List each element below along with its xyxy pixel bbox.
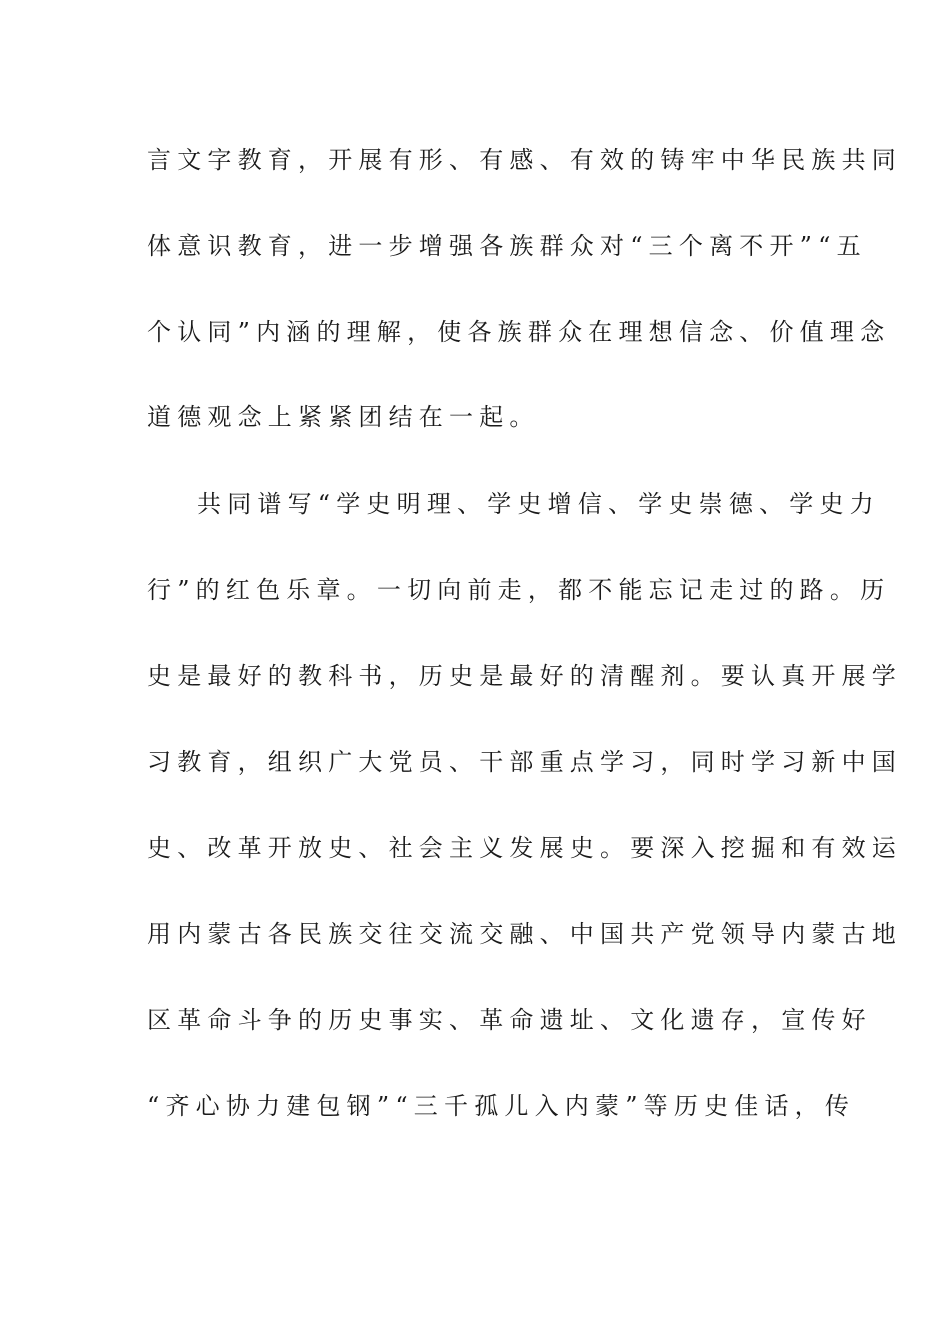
text-line: 习教育，组织广大党员、干部重点学习，同时学习新中国 <box>147 748 902 776</box>
text-line: 个认同”内涵的理解，使各族群众在理想信念、价值理念 <box>147 318 891 346</box>
text-line: 用内蒙古各民族交往交流交融、中国共产党领导内蒙古地 <box>147 920 902 948</box>
text-line: “齐心协力建包钢”“三千孤儿入内蒙”等历史佳话，传 <box>147 1092 856 1120</box>
text-line: 言文字教育，开展有形、有感、有效的铸牢中华民族共同 <box>147 146 902 174</box>
text-line: 体意识教育，进一步增强各族群众对“三个离不开”“五 <box>147 232 867 260</box>
text-line: 史、改革开放史、社会主义发展史。要深入挖掘和有效运 <box>147 834 902 862</box>
text-line: 史是最好的教科书，历史是最好的清醒剂。要认真开展学 <box>147 662 902 690</box>
text-line: 区革命斗争的历史事实、革命遗址、文化遗存，宣传好 <box>147 1006 872 1034</box>
text-line: 行”的红色乐章。一切向前走，都不能忘记走过的路。历 <box>147 576 891 604</box>
text-line: 道德观念上紧紧团结在一起。 <box>147 403 540 431</box>
text-line: 共同谱写“学史明理、学史增信、学史崇德、学史力 <box>197 490 880 518</box>
